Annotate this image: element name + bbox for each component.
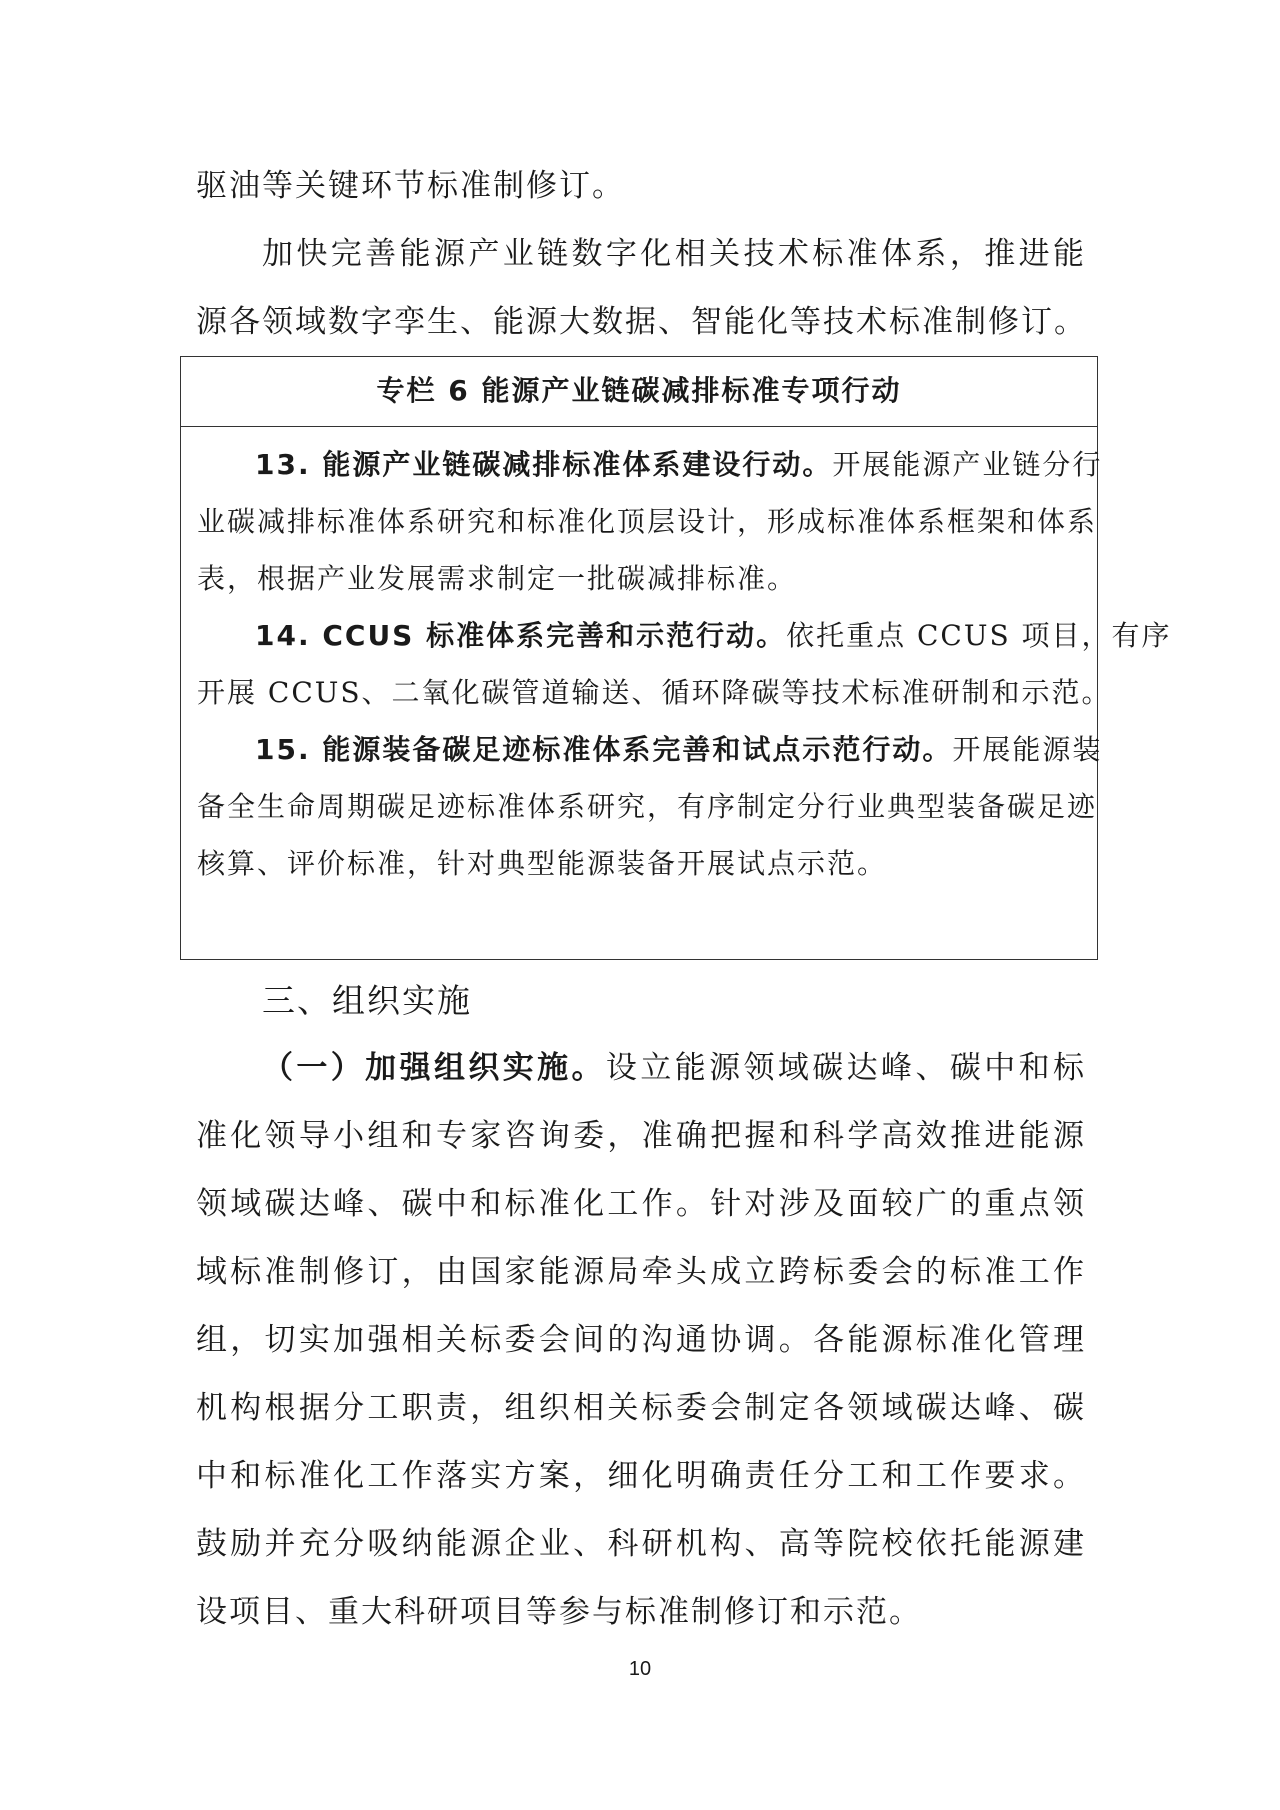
body-text-line: 中和标准化工作落实方案，细化明确责任分工和工作要求。	[196, 1458, 1086, 1494]
body-text-line: 鼓励并充分吸纳能源企业、科研机构、高等院校依托能源建	[196, 1526, 1086, 1562]
body-text-line: 驱油等关键环节标准制修订。	[196, 168, 625, 204]
box-item-13-heading: 13. 能源产业链碳减排标准体系建设行动。	[255, 448, 833, 481]
column-box	[180, 356, 1172, 960]
box-item-13-text: 开展能源产业链分行	[832, 448, 1103, 481]
body-text-line	[262, 1046, 1086, 1090]
body-text-line: 组，切实加强相关标委会间的沟通协调。各能源标准化管理	[196, 1322, 1086, 1358]
body-text-line: 加快完善能源产业链数字化相关技术标准体系，推进能	[262, 236, 1086, 272]
body-text-line: 准化领导小组和专家咨询委，准确把握和科学高效推进能源	[196, 1118, 1086, 1154]
section-heading: 三、组织实施	[262, 981, 472, 1020]
box-item-15-line: 核算、评价标准，针对典型能源装备开展试点示范。	[197, 847, 888, 880]
body-text-line: 源各领域数字孪生、能源大数据、智能化等技术标准制修订。	[196, 304, 1087, 340]
box-item-14-heading: 14. CCUS 标准体系完善和示范行动。	[255, 619, 787, 652]
box-item-14-line: 开展 CCUS、二氧化碳管道输送、循环降碳等技术标准研制和示范。	[197, 676, 1112, 709]
box-item-15-line: 备全生命周期碳足迹标准体系研究，有序制定分行业典型装备碳足迹	[197, 790, 1098, 823]
box-item-14-line	[255, 615, 1172, 657]
subsection-heading: （一）加强组织实施。	[262, 1050, 606, 1086]
box-item-15-line	[255, 729, 1103, 771]
box-item-13-line	[255, 444, 1103, 486]
body-text-line: 机构根据分工职责，组织相关标委会制定各领域碳达峰、碳	[196, 1390, 1086, 1426]
box-item-13-line: 业碳减排标准体系研究和标准化顶层设计，形成标准体系框架和体系	[197, 505, 1098, 538]
box-item-15-text: 开展能源装	[952, 733, 1103, 766]
body-text-line: 领域碳达峰、碳中和标准化工作。针对涉及面较广的重点领	[196, 1186, 1086, 1222]
subsection-text: 设立能源领域碳达峰、碳中和标	[605, 1050, 1087, 1086]
box-item-15-heading: 15. 能源装备碳足迹标准体系完善和试点示范行动。	[255, 733, 953, 766]
page-number: 10	[628, 1658, 652, 1680]
column-box-header	[181, 357, 1097, 427]
column-box-title: 专栏 6 能源产业链碳减排标准专项行动	[376, 374, 902, 407]
body-text-line: 设项目、重大科研项目等参与标准制修订和示范。	[196, 1594, 922, 1630]
body-text-line: 域标准制修订，由国家能源局牵头成立跨标委会的标准工作	[196, 1254, 1086, 1290]
box-item-14-text: 依托重点 CCUS 项目，有序	[786, 619, 1172, 652]
box-item-13-line: 表，根据产业发展需求制定一批碳减排标准。	[197, 562, 798, 595]
